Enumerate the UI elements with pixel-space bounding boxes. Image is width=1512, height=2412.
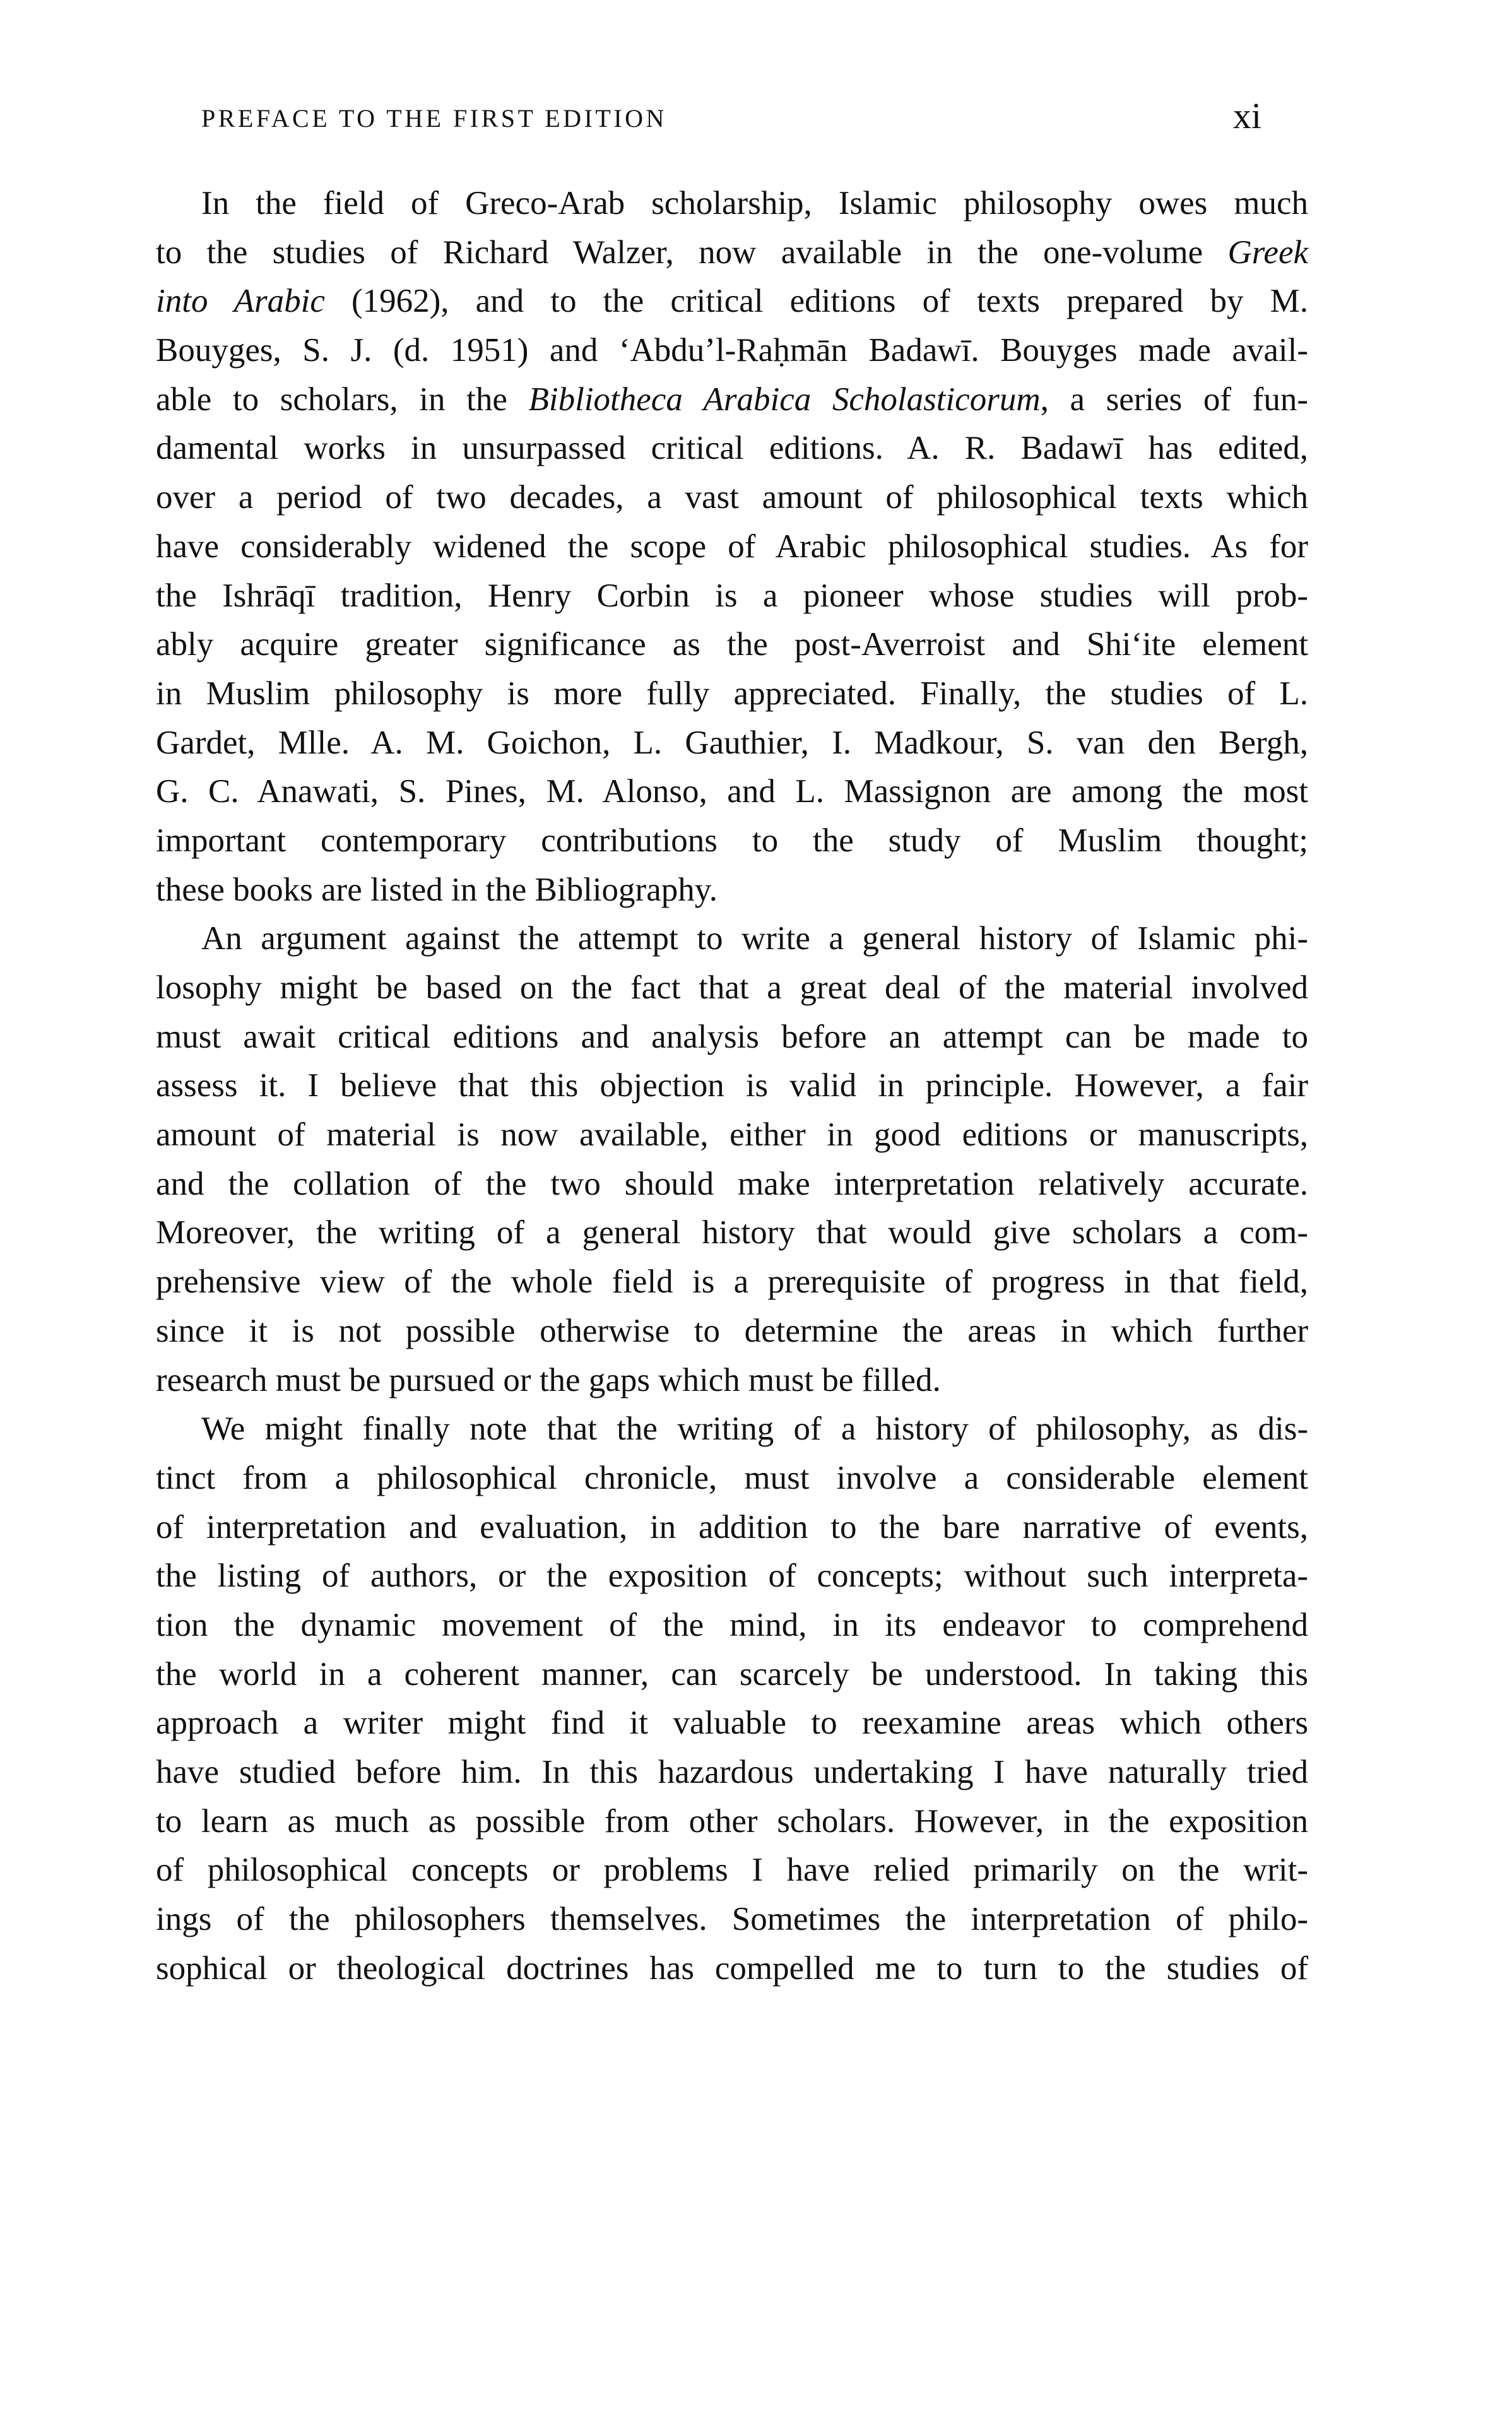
text-line bbox=[156, 326, 1308, 375]
text-line bbox=[156, 1405, 1308, 1454]
text-line bbox=[156, 1061, 1308, 1111]
text-line bbox=[156, 572, 1308, 621]
text-line bbox=[156, 670, 1308, 719]
text-segment: G. C. Anawati, S. Pines, M. Alonso, and L. Massignon are among the most bbox=[156, 773, 1308, 810]
text-segment: have studied before him. In this hazardous undertaking I have naturally tried bbox=[156, 1754, 1308, 1790]
page-number: xi bbox=[1232, 95, 1261, 136]
text-segment: the Ishrāqī tradition, Henry Corbin is a pioneer whose studies will prob- bbox=[156, 577, 1308, 614]
text-segment: have considerably widened the scope of Arabic philosophical studies. As for bbox=[156, 528, 1308, 565]
text-line bbox=[156, 866, 1308, 915]
text-segment: of interpretation and evaluation, in addition to the bare narrative of events, bbox=[156, 1508, 1308, 1546]
text-segment: tinct from a philosophical chronicle, must involve a considerable element bbox=[156, 1459, 1308, 1496]
text-line bbox=[156, 1307, 1308, 1356]
text-segment: , a series of fun- bbox=[1040, 381, 1308, 418]
text-segment: approach a writer might find it valuable to reexamine areas which others bbox=[156, 1705, 1308, 1742]
body-text bbox=[156, 179, 1308, 1993]
text-line bbox=[156, 1552, 1308, 1601]
text-line bbox=[156, 277, 1308, 326]
text-line bbox=[156, 1944, 1308, 1994]
text-segment: ably acquire greater significance as the post-Averroist and Shi‘ite element bbox=[156, 626, 1308, 663]
text-line bbox=[156, 964, 1308, 1013]
text-line bbox=[156, 473, 1308, 523]
text-line bbox=[156, 817, 1308, 866]
text-line bbox=[156, 1895, 1308, 1944]
text-line bbox=[156, 1160, 1308, 1209]
text-segment: to learn as much as possible from other scholars. However, in the exposition bbox=[156, 1802, 1308, 1840]
text-segment: sophical or theological doctrines has compelled me to turn to the studies of bbox=[156, 1949, 1308, 1987]
text-line bbox=[156, 1356, 1308, 1405]
text-line bbox=[156, 1797, 1308, 1847]
text-segment: (1962), and to the critical editions of texts prepared by M. bbox=[324, 283, 1308, 320]
text-segment: to the studies of Richard Walzer, now available in the one-volume bbox=[156, 234, 1228, 271]
text-segment: Bouyges, S. J. (d. 1951) and ‘Abdu’l-Raḥmān Badawī. Bouyges made avail- bbox=[156, 332, 1308, 369]
text-line bbox=[156, 1258, 1308, 1307]
italic-title: into Arabic bbox=[156, 283, 325, 320]
text-line bbox=[156, 228, 1308, 278]
text-segment: over a period of two decades, a vast amount of philosophical texts which bbox=[156, 479, 1308, 516]
text-line bbox=[156, 1846, 1308, 1895]
text-segment: ings of the philosophers themselves. Sometimes the interpretation of philo- bbox=[156, 1901, 1308, 1938]
text-segment: assess it. I believe that this objection is valid in principle. However, a fair bbox=[156, 1067, 1308, 1104]
text-line bbox=[156, 767, 1308, 817]
text-line bbox=[156, 620, 1308, 670]
italic-title: Bibliotheca Arabica Scholasticorum bbox=[528, 381, 1041, 418]
text-line bbox=[156, 1111, 1308, 1160]
text-segment: in Muslim philosophy is more fully appreciated. Finally, the studies of L. bbox=[156, 675, 1308, 712]
text-segment: Gardet, Mlle. A. M. Goichon, L. Gauthier, I. Madkour, S. van den Bergh, bbox=[156, 724, 1308, 761]
text-segment: these books are listed in the Bibliography. bbox=[156, 871, 718, 908]
text-segment: damental works in unsurpassed critical editions. A. R. Badawī has edited, bbox=[156, 430, 1308, 467]
paragraph bbox=[156, 179, 1308, 914]
text-line bbox=[156, 1013, 1308, 1062]
running-head: PREFACE TO THE FIRST EDITION bbox=[201, 104, 667, 133]
text-segment: the world in a coherent manner, can scarcely be understood. In taking this bbox=[156, 1655, 1308, 1693]
italic-title: Greek bbox=[1227, 234, 1308, 271]
text-segment: able to scholars, in the bbox=[156, 381, 529, 418]
text-segment: the listing of authors, or the exposition of concepts; without such interpreta- bbox=[156, 1558, 1308, 1595]
text-line bbox=[156, 1699, 1308, 1748]
text-line bbox=[156, 1209, 1308, 1258]
text-line bbox=[156, 424, 1308, 473]
text-segment: Moreover, the writing of a general history that would give scholars a com- bbox=[156, 1214, 1308, 1251]
text-segment: An argument against the attempt to write a general history of Islamic phi- bbox=[201, 920, 1308, 957]
text-line bbox=[156, 1454, 1308, 1503]
text-line bbox=[156, 914, 1308, 964]
text-segment: research must be pursued or the gaps which must be filled. bbox=[156, 1361, 941, 1398]
text-segment: prehensive view of the whole field is a prerequisite of progress in that field, bbox=[156, 1263, 1308, 1301]
text-segment: We might finally note that the writing of a history of philosophy, as dis- bbox=[201, 1410, 1308, 1448]
text-line bbox=[156, 1650, 1308, 1700]
text-line bbox=[156, 375, 1308, 425]
text-segment: important contemporary contributions to the study of Muslim thought; bbox=[156, 822, 1308, 859]
text-line bbox=[156, 523, 1308, 572]
text-line bbox=[156, 179, 1308, 228]
text-segment: amount of material is now available, either in good editions or manuscripts, bbox=[156, 1116, 1308, 1154]
text-line bbox=[156, 719, 1308, 768]
text-segment: In the field of Greco-Arab scholarship, Islamic philosophy owes much bbox=[201, 185, 1308, 222]
text-segment: must await critical editions and analysis before an attempt can be made to bbox=[156, 1018, 1308, 1055]
text-segment: tion the dynamic movement of the mind, in its endeavor to comprehend bbox=[156, 1606, 1308, 1643]
text-segment: since it is not possible otherwise to determine the areas in which further bbox=[156, 1312, 1308, 1349]
text-line bbox=[156, 1601, 1308, 1650]
text-segment: of philosophical concepts or problems I have relied primarily on the writ- bbox=[156, 1852, 1308, 1889]
text-line bbox=[156, 1503, 1308, 1552]
text-line bbox=[156, 1748, 1308, 1797]
text-segment: losophy might be based on the fact that a great deal of the material involved bbox=[156, 969, 1308, 1006]
page-header bbox=[201, 95, 1261, 136]
paragraph bbox=[156, 914, 1308, 1405]
paragraph bbox=[156, 1405, 1308, 1993]
text-segment: and the collation of the two should make interpretation relatively accurate. bbox=[156, 1165, 1308, 1202]
